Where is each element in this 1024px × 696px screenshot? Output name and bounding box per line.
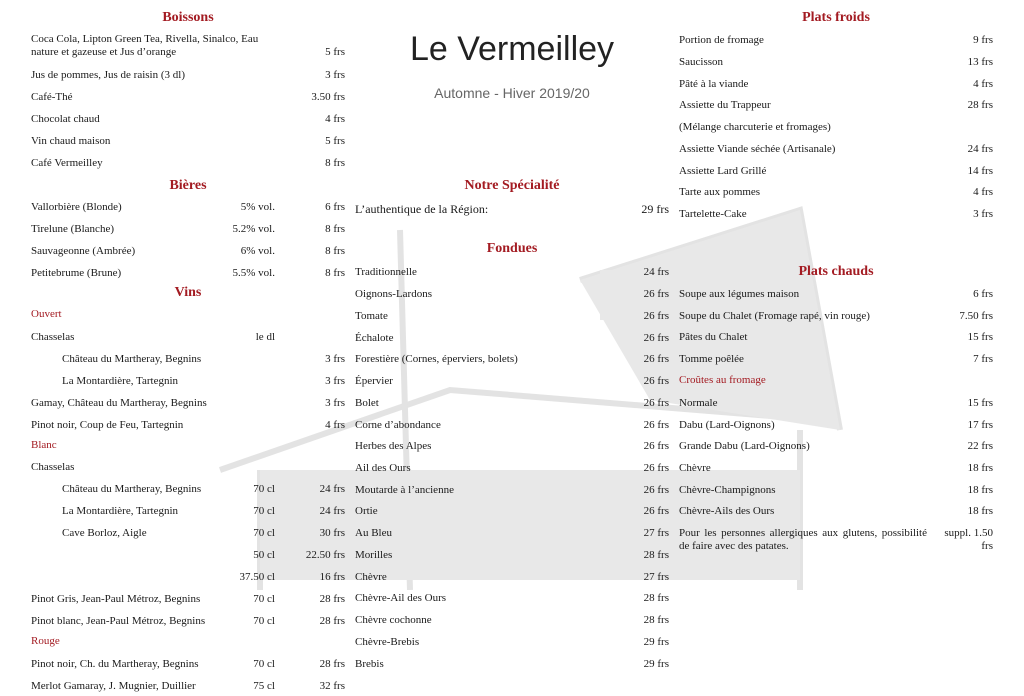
item-price: 18 frs [967, 484, 993, 496]
item-price: 27 frs [643, 571, 669, 583]
item-name: Pâté à la viande [679, 78, 749, 90]
item-price: 18 frs [967, 505, 993, 517]
item-name: Château du Martheray, Begnins [62, 483, 202, 495]
item-name: Château du Martheray, Begnins [62, 353, 202, 365]
menu-item [679, 417, 993, 433]
item-price: 3 frs [973, 208, 993, 220]
item-name: Pinot blanc, Jean-Paul Métroz, Begnins [31, 615, 206, 627]
item-name: La Montardière, Tartegnin [62, 505, 179, 517]
vins-heading: Vins [174, 285, 202, 300]
item-price: 22.50 frs [305, 549, 345, 561]
item-name: Tirelune (Blanche) [31, 223, 114, 235]
item-price: 26 frs [643, 462, 669, 474]
item-name: Soupe aux légumes maison [679, 288, 800, 300]
item-price: 4 frs [973, 78, 993, 90]
menu-item [679, 286, 993, 302]
item-price: 4 frs [325, 419, 345, 431]
menu-item [31, 329, 345, 345]
menu-item [679, 395, 993, 411]
item-price: 24 frs [643, 266, 669, 278]
item-unit: le dl [255, 331, 275, 343]
menu-item [679, 482, 993, 498]
menu-item [355, 308, 669, 324]
item-name: Normale [679, 397, 718, 409]
item-name: Sauvageonne (Ambrée) [31, 245, 136, 257]
menu-item [355, 590, 669, 606]
menu-item [31, 459, 345, 475]
menu-item [355, 417, 669, 433]
menu-item [679, 76, 993, 92]
item-price: 18 frs [967, 462, 993, 474]
item-volume: 5% vol. [240, 201, 275, 213]
menu-item [355, 569, 669, 585]
item-name: Chèvre cochonne [355, 614, 432, 626]
allergy-note [679, 527, 993, 553]
item-name: Corne d’abondance [355, 419, 441, 431]
menu-item [31, 89, 345, 105]
item-price: 24 frs [319, 505, 345, 517]
menu-item [355, 525, 669, 541]
item-price: 14 frs [967, 165, 993, 177]
item-price: 28 frs [319, 615, 345, 627]
item-name: Portion de fromage [679, 34, 764, 46]
menu-item [31, 525, 345, 541]
menu-item [355, 330, 669, 346]
menu-item [679, 163, 993, 179]
item-name: Assiette Lard Grillé [679, 165, 767, 177]
item-price: 3 frs [325, 353, 345, 365]
menu-item [31, 373, 345, 389]
item-price: 28 frs [643, 614, 669, 626]
item-name: Tarte aux pommes [679, 186, 761, 198]
menu-item [679, 54, 993, 70]
menu-item [355, 438, 669, 454]
menu-item [355, 286, 669, 302]
item-price: 7 frs [973, 353, 993, 365]
item-price: 26 frs [643, 505, 669, 517]
item-name: Morilles [355, 549, 393, 561]
item-price: 29 frs [641, 202, 669, 216]
item-name: Tartelette-Cake [679, 208, 747, 220]
item-name: Pinot Gris, Jean-Paul Métroz, Begnins [31, 593, 201, 605]
item-name: Coca Cola, Lipton Green Tea, Rivella, Sinalco, Eau nature et gazeuse et Jus d’orange [31, 33, 259, 58]
item-price: 13 frs [967, 56, 993, 68]
item-name: Brebis [355, 658, 384, 670]
item-price: 8 frs [325, 267, 345, 279]
item-price: 3 frs [325, 397, 345, 409]
item-price: 26 frs [643, 310, 669, 322]
item-price: 26 frs [643, 353, 669, 365]
menu-item [355, 351, 669, 367]
item-volume: 70 cl [253, 505, 275, 517]
item-name: Ortie [355, 505, 378, 517]
menu-item [31, 111, 345, 127]
item-price: 3 frs [325, 375, 345, 387]
item-name: Au Bleu [355, 527, 392, 539]
menu-item [679, 351, 993, 367]
item-price: 22 frs [967, 440, 993, 452]
item-name: Pinot noir, Ch. du Martheray, Begnins [31, 658, 199, 670]
menu-item [679, 97, 993, 113]
menu-item [31, 133, 345, 149]
menu-item [31, 613, 345, 629]
item-name: Pâtes du Chalet [679, 331, 748, 343]
menu-item [679, 329, 993, 345]
item-price: 28 frs [967, 99, 993, 111]
menu-item [679, 308, 993, 324]
item-price: 8 frs [325, 157, 345, 169]
item-volume: 37.50 cl [239, 571, 275, 583]
item-price: 26 frs [643, 288, 669, 300]
item-name: L’authentique de la Région: [355, 202, 489, 216]
item-price: 32 frs [319, 680, 345, 692]
item-name: Soupe du Chalet (Fromage rapé, vin rouge) [679, 310, 870, 322]
item-price: 4 frs [325, 113, 345, 125]
item-price: 6 frs [325, 201, 345, 213]
menu-item [31, 395, 345, 411]
item-name: Dabu (Lard-Oignons) [679, 419, 775, 431]
item-name: Tomate [355, 310, 388, 322]
item-name: Vallorbière (Blonde) [31, 201, 122, 213]
item-name: Chèvre-Brebis [355, 636, 420, 648]
menu-item [31, 67, 345, 83]
item-volume: 5.2% vol. [232, 223, 275, 235]
item-price: 26 frs [643, 440, 669, 452]
item-name: Chasselas [31, 331, 75, 343]
item-name: Café Vermeilley [31, 157, 103, 169]
plats-chauds-heading: Plats chauds [798, 264, 874, 279]
item-price: 29 frs [643, 658, 669, 670]
menu-item [31, 591, 345, 607]
allergy-note-price: suppl. 1.50 frs [944, 527, 993, 552]
item-price: 4 frs [973, 186, 993, 198]
menu-item [31, 481, 345, 497]
item-price: 28 frs [643, 592, 669, 604]
item-price: 24 frs [967, 143, 993, 155]
item-volume: 6% vol. [240, 245, 275, 257]
item-price: 5 frs [325, 46, 345, 58]
item-name: Chèvre [355, 571, 387, 583]
item-name: Chèvre-Champignons [679, 484, 776, 496]
item-name: Vin chaud maison [31, 135, 111, 147]
item-price: 29 frs [643, 636, 669, 648]
menu-item [31, 417, 345, 433]
menu-item [355, 612, 669, 628]
ouvert-subheading: Ouvert [31, 308, 62, 320]
item-name: Bolet [355, 397, 379, 409]
menu-item [679, 184, 993, 200]
menu-item [31, 656, 345, 672]
item-price: 27 frs [643, 527, 669, 539]
item-name: Chocolat chaud [31, 113, 100, 125]
item-name: (Mélange charcuterie et fromages) [679, 121, 831, 133]
menu-item [679, 119, 993, 135]
item-name: Herbes des Alpes [355, 440, 432, 452]
item-price: 30 frs [319, 527, 345, 539]
menu-item [355, 503, 669, 519]
menu-item [679, 503, 993, 519]
item-price: 26 frs [643, 397, 669, 409]
item-name: Merlot Gamaray, J. Mugnier, Duillier [31, 680, 196, 692]
item-volume: 75 cl [253, 680, 275, 692]
item-price: 28 frs [643, 549, 669, 561]
item-volume: 70 cl [253, 615, 275, 627]
item-price: 26 frs [643, 484, 669, 496]
item-volume: 70 cl [253, 593, 275, 605]
menu-item [679, 32, 993, 48]
item-price: 17 frs [967, 419, 993, 431]
allergy-note-text: Pour les personnes allergiques aux glutens, possibilité de faire avec des patates. [679, 527, 927, 552]
item-name: Saucisson [679, 56, 723, 68]
menu-item [31, 351, 345, 367]
item-name: Assiette du Trappeur [679, 99, 771, 111]
item-volume: 50 cl [253, 549, 275, 561]
item-name: Cave Borloz, Aigle [62, 527, 147, 539]
menu-item [679, 460, 993, 476]
item-name: Forestière (Cornes, éperviers, bolets) [355, 353, 518, 365]
item-name: Échalote [355, 332, 394, 344]
item-name: Traditionnelle [355, 266, 417, 278]
specialite-heading: Notre Spécialité [464, 178, 560, 193]
item-price: 8 frs [325, 245, 345, 257]
menu-item [679, 438, 993, 454]
blanc-subheading: Blanc [31, 439, 57, 451]
item-volume: 70 cl [253, 527, 275, 539]
item-price: 7.50 frs [959, 310, 993, 322]
menu-item [355, 264, 669, 280]
item-volume: 70 cl [253, 483, 275, 495]
item-name: Chèvre-Ail des Ours [355, 592, 447, 604]
item-price: 24 frs [319, 483, 345, 495]
item-name: La Montardière, Tartegnin [62, 375, 179, 387]
item-price: 26 frs [643, 332, 669, 344]
item-price: 15 frs [967, 397, 993, 409]
item-name: Ail des Ours [355, 462, 411, 474]
menu-item [31, 155, 345, 171]
season-subtitle: Automne - Hiver 2019/20 [434, 85, 590, 101]
menu-item [355, 656, 669, 672]
menu-item [355, 373, 669, 389]
item-price: 6 frs [973, 288, 993, 300]
item-price: 5 frs [325, 135, 345, 147]
menu-item [355, 395, 669, 411]
item-name: Grande Dabu (Lard-Oignons) [679, 440, 810, 452]
item-name: Jus de pommes, Jus de raisin (3 dl) [31, 69, 185, 81]
restaurant-title: Le Vermeilley [409, 30, 615, 68]
menu-item [31, 503, 345, 519]
item-volume: 70 cl [253, 658, 275, 670]
menu-item [31, 199, 345, 215]
menu-item [31, 243, 345, 259]
item-price: 3.50 frs [311, 91, 345, 103]
menu-item [31, 221, 345, 237]
croutes-subheading: Croûtes au fromage [679, 374, 766, 386]
boissons-heading: Boissons [162, 10, 214, 25]
item-price: 9 frs [973, 34, 993, 46]
menu-item [679, 206, 993, 222]
item-price: 3 frs [325, 69, 345, 81]
item-price: 26 frs [643, 375, 669, 387]
menu-item [355, 201, 669, 217]
item-price: 8 frs [325, 223, 345, 235]
item-name: Tomme poêlée [679, 353, 744, 365]
menu-item [355, 460, 669, 476]
item-volume: 5.5% vol. [232, 267, 275, 279]
item-name: Chèvre [679, 462, 711, 474]
menu-item [31, 678, 345, 694]
item-name: Gamay, Château du Martheray, Begnins [31, 397, 207, 409]
menu-item [679, 141, 993, 157]
bieres-heading: Bières [169, 178, 207, 193]
menu-item [31, 547, 345, 563]
item-price: 28 frs [319, 593, 345, 605]
item-name: Épervier [355, 375, 393, 387]
item-name: Chasselas [31, 461, 75, 473]
plats-froids-heading: Plats froids [802, 10, 870, 25]
item-name: Chèvre-Ails des Ours [679, 505, 775, 517]
menu-item [31, 265, 345, 281]
item-price: 28 frs [319, 658, 345, 670]
item-name: Pinot noir, Coup de Feu, Tartegnin [31, 419, 184, 431]
item-name: Oignons-Lardons [355, 288, 432, 300]
menu-item [355, 547, 669, 563]
item-name: Moutarde à l’ancienne [355, 484, 454, 496]
item-name: Petitebrume (Brune) [31, 267, 122, 279]
item-name: Assiette Viande séchée (Artisanale) [679, 143, 836, 155]
rouge-subheading: Rouge [31, 635, 60, 647]
fondues-heading: Fondues [486, 241, 538, 256]
menu-item [31, 569, 345, 585]
menu-item [31, 33, 345, 59]
menu-item [355, 482, 669, 498]
menu-item [355, 634, 669, 650]
item-price: 16 frs [319, 571, 345, 583]
item-price: 26 frs [643, 419, 669, 431]
item-name: Café-Thé [31, 91, 73, 103]
item-price: 15 frs [967, 331, 993, 343]
